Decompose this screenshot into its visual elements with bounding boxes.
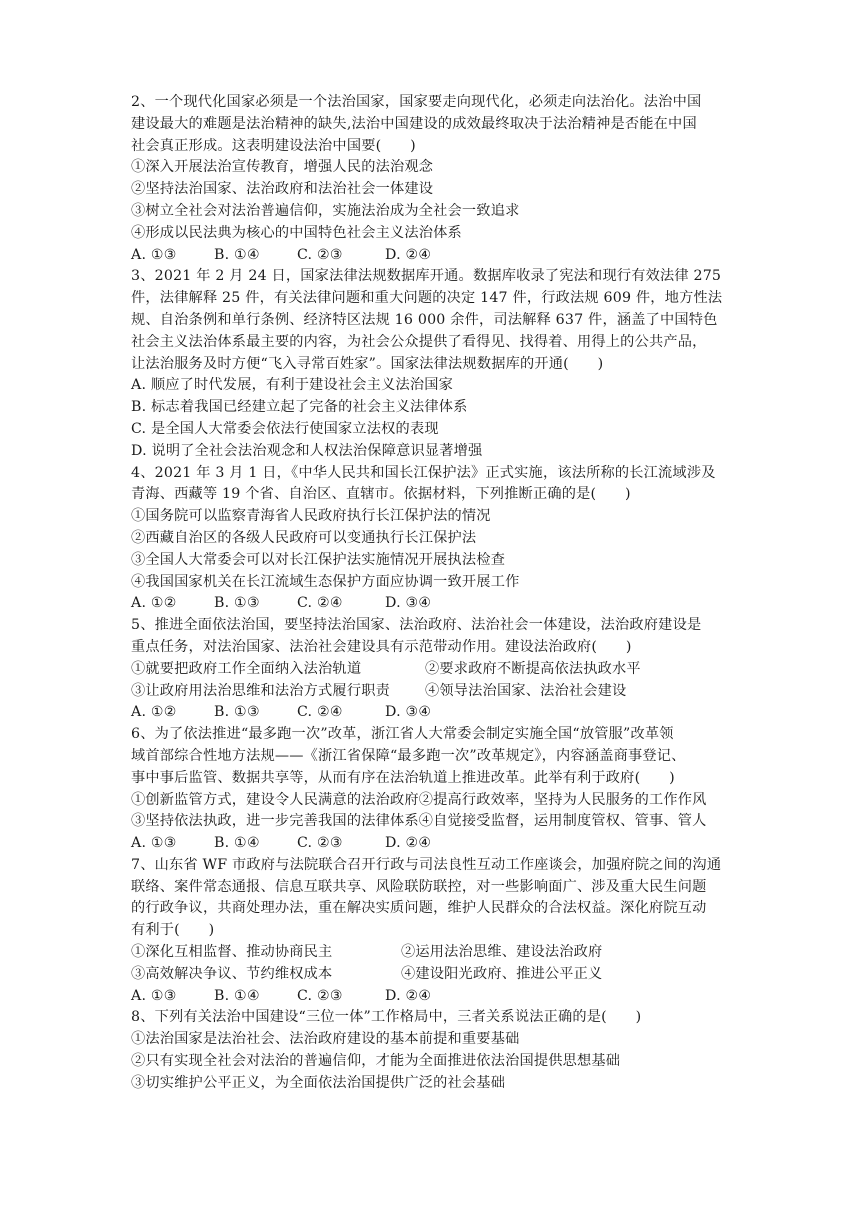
option-c: C. ②③ bbox=[297, 835, 343, 852]
option-b: B. 标志着我国已经建立起了完备的社会主义法律体系 bbox=[131, 399, 468, 416]
statement-item: ③高效解决争议、节约维权成本 bbox=[131, 965, 333, 982]
statement-item: ①创新监管方式，建设令人民满意的法治政府②提高行政效率，坚持为人民服务的工作作风 bbox=[131, 791, 707, 808]
statement-pair bbox=[131, 681, 731, 703]
statement-item: ④领导法治国家、法治社会建设 bbox=[425, 682, 627, 699]
question-stem-line: 规、自治条例和单行条例、经济特区法规 16 000 余件，司法解释 637 件，涵盖了中国特色 bbox=[131, 311, 718, 328]
statement-item: ③坚持依法执政，进一步完善我国的法律体系④自觉接受监督，运用制度管权、管事、管人 bbox=[131, 813, 707, 830]
answer-options bbox=[131, 245, 731, 267]
question-3 bbox=[131, 266, 731, 462]
statement-item: ④形成以民法典为核心的中国特色社会主义法治体系 bbox=[131, 224, 462, 241]
option-c: C. ②④ bbox=[297, 595, 343, 612]
option-c: C. ②④ bbox=[297, 704, 343, 721]
statement-item: ①国务院可以监察青海省人民政府执行长江保护法的情况 bbox=[131, 508, 491, 525]
question-2 bbox=[131, 92, 731, 266]
option-a: A. ①③ bbox=[131, 835, 177, 852]
option-b: B. ①④ bbox=[214, 987, 260, 1004]
option-d: D. ②④ bbox=[385, 835, 432, 852]
statement-item: ③让政府用法治思维和法治方式履行职责 bbox=[131, 682, 390, 699]
question-stem-line: 重点任务，对法治国家、法治社会建设具有示范带动作用。建设法治政府( ) bbox=[131, 638, 632, 655]
question-stem-line: 8、下列有关法治中国建设“三位一体”工作格局中，三者关系说法正确的是( ) bbox=[131, 1009, 642, 1026]
statement-item: ①就要把政府工作全面纳入法治轨道 bbox=[131, 660, 362, 677]
question-stem-line: 域首部综合性地方法规——《浙江省保障“最多跑一次”改革规定》，内容涵盖商事登记、 bbox=[131, 747, 686, 764]
statement-item: ③切实维护公平正义，为全面依法治国提供广泛的社会基础 bbox=[131, 1074, 506, 1091]
question-stem-line: 有利于( ) bbox=[131, 922, 215, 939]
option-d: D. ③④ bbox=[385, 595, 432, 612]
option-d: D. ②④ bbox=[385, 987, 432, 1004]
question-stem-line: 件，法律解释 25 件，有关法律问题和重大问题的决定 147 件，行政法规 609 件，地方性法 bbox=[131, 290, 723, 307]
question-stem-line: 事中事后监管、数据共享等，从而有序在法治轨道上推进改革。此举有利于政府( ) bbox=[131, 769, 675, 786]
question-6 bbox=[131, 724, 731, 855]
statement-item: ①法治国家是法治社会、法治政府建设的基本前提和重要基础 bbox=[131, 1031, 520, 1048]
statement-item: ①深化互相监督、推动协商民主 bbox=[131, 944, 333, 961]
statement-pair bbox=[131, 659, 731, 681]
option-a: A. 顺应了时代发展，有利于建设社会主义法治国家 bbox=[131, 377, 454, 394]
question-7 bbox=[131, 855, 731, 1008]
question-stem-line: 社会主义法治体系最主要的内容，为社会公众提供了看得见、找得着、用得上的公共产品， bbox=[131, 333, 707, 350]
statement-item: ②要求政府不断提高依法执政水平 bbox=[425, 660, 641, 677]
option-d: D. ③④ bbox=[385, 704, 432, 721]
question-stem-line: 4、2021 年 3 月 1 日，《中华人民共和国长江保护法》正式实施，该法所称的长江流域涉及 bbox=[131, 464, 716, 481]
option-c: C. ②③ bbox=[297, 987, 343, 1004]
statement-item: ②运用法治思维、建设法治政府 bbox=[401, 944, 603, 961]
statement-item: ④我国国家机关在长江流域生态保护方面应协调一致开展工作 bbox=[131, 573, 520, 590]
statement-item: ②坚持法治国家、法治政府和法治社会一体建设 bbox=[131, 181, 434, 198]
option-b: B. ①④ bbox=[214, 246, 260, 263]
statement-item: ②西藏自治区的各级人民政府可以变通执行长江保护法 bbox=[131, 529, 477, 546]
option-b: B. ①④ bbox=[214, 835, 260, 852]
question-stem-line: 3、2021 年 2 月 24 日，国家法律法规数据库开通。数据库收录了宪法和现行有效法律 275 bbox=[131, 268, 722, 285]
option-b: B. ①③ bbox=[214, 704, 260, 721]
answer-options bbox=[131, 986, 731, 1008]
option-b: B. ①③ bbox=[214, 595, 260, 612]
question-stem-line: 让法治服务及时方便“飞入寻常百姓家”。国家法律法规数据库的开通( ) bbox=[131, 355, 604, 372]
question-stem-line: 青海、西藏等 19 个省、自治区、直辖市。依据材料，下列推断正确的是( ) bbox=[131, 486, 631, 503]
option-d: D. 说明了全社会法治观念和人权法治保障意识显著增强 bbox=[131, 442, 483, 459]
answer-options bbox=[131, 702, 731, 724]
statement-pair bbox=[131, 964, 731, 986]
answer-options bbox=[131, 593, 731, 615]
question-stem-line: 的行政争议，共商处理办法，重在解决实质问题，维护人民群众的合法权益。深化府院互动 bbox=[131, 900, 707, 917]
option-c: C. 是全国人大常委会依法行使国家立法权的表现 bbox=[131, 420, 439, 437]
question-5 bbox=[131, 615, 731, 724]
question-stem-line: 5、推进全面依法治国，要坚持法治国家、法治政府、法治社会一体建设，法治政府建设是 bbox=[131, 617, 702, 634]
option-a: A. ①② bbox=[131, 595, 177, 612]
option-d: D. ②④ bbox=[385, 246, 432, 263]
statement-item: ④建设阳光政府、推进公平正义 bbox=[401, 965, 603, 982]
statement-item: ③全国人大常委会可以对长江保护法实施情况开展执法检查 bbox=[131, 551, 506, 568]
question-8 bbox=[131, 1007, 731, 1094]
statement-item: ①深入开展法治宣传教育，增强人民的法治观念 bbox=[131, 159, 434, 176]
option-a: A. ①③ bbox=[131, 246, 177, 263]
question-list bbox=[131, 92, 731, 1095]
question-stem-line: 社会真正形成。这表明建设法治中国要( ) bbox=[131, 137, 416, 154]
question-stem-line: 联络、案件常态通报、信息互联共享、风险联防联控，对一些影响面广、涉及重大民生问题 bbox=[131, 878, 707, 895]
statement-item: ②只有实现全社会对法治的普遍信仰，才能为全面推进依法治国提供思想基础 bbox=[131, 1053, 621, 1070]
question-stem-line: 7、山东省 WF 市政府与法院联合召开行政与司法良性互动工作座谈会，加强府院之间的沟通 bbox=[131, 856, 722, 873]
option-a: A. ①③ bbox=[131, 987, 177, 1004]
option-c: C. ②③ bbox=[297, 246, 343, 263]
statement-item: ③树立全社会对法治普遍信仰，实施法治成为全社会一致追求 bbox=[131, 202, 520, 219]
question-stem-line: 2、一个现代化国家必须是一个法治国家，国家要走向现代化，必须走向法治化。法治中国 bbox=[131, 94, 702, 110]
question-4 bbox=[131, 463, 731, 616]
answer-options bbox=[131, 833, 731, 855]
question-stem-line: 6、为了依法推进“最多跑一次”改革，浙江省人大常委会制定实施全国“放管服”改革领 bbox=[131, 726, 674, 743]
question-stem-line: 建设最大的难题是法治精神的缺失,法治中国建设的成效最终取决于法治精神是否能在中国 bbox=[131, 115, 697, 132]
statement-pair bbox=[131, 942, 731, 964]
option-a: A. ①② bbox=[131, 704, 177, 721]
